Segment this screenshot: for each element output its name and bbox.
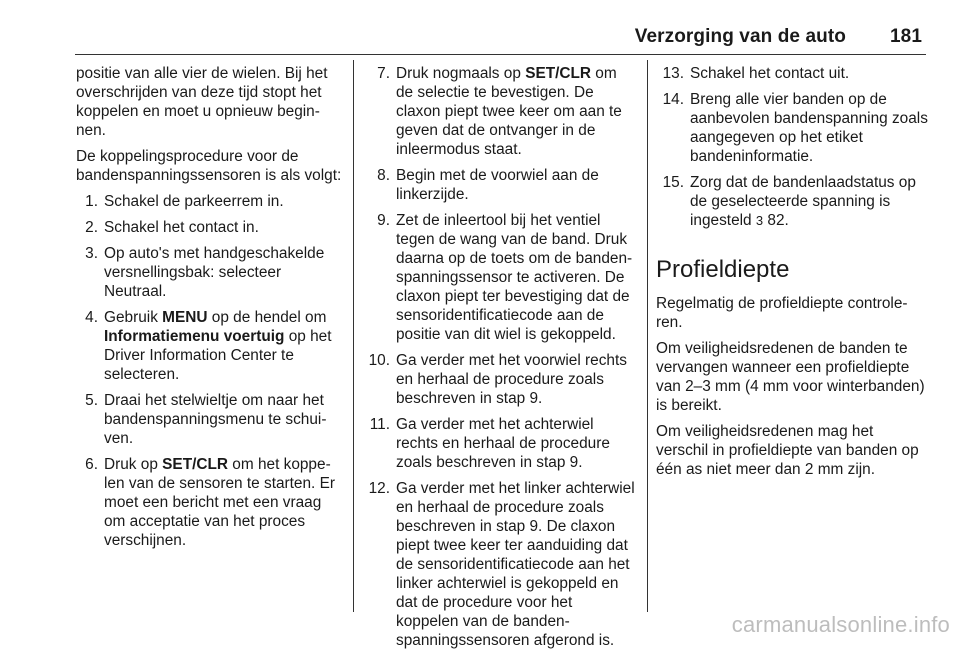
control-label: MENU [162,309,208,326]
steps-list [76,192,344,550]
list-item [656,64,928,83]
list-item [362,415,636,472]
list-item [362,211,636,344]
list-item [656,90,928,166]
step-number: 11. [369,416,390,433]
list-item [362,351,636,408]
step-text: Schakel het contact uit. [690,65,850,82]
column-divider-2 [647,60,648,612]
page-header [0,26,922,48]
step-number: 2. [85,219,98,236]
step-number: 7. [377,65,390,82]
steps-list [362,64,636,650]
step-number: 3. [85,245,98,262]
page-reference[interactable]: 82. [763,212,789,229]
list-item [362,166,636,204]
step-text: Schakel het contact in. [104,219,259,236]
step-text: Ga verder met het linker achterwiel en herhaal de procedure zoals beschreven in stap 9. De claxon piept twee keer ter aanduiding dat de sensoridentificatiecode aan het linker achterwiel is gekoppeld en dat de procedure voor het koppelen van de bandenspanningssensoren afgerond is. [396,480,635,649]
step-number: 12. [368,480,390,497]
step-text: Druk nogmaals op SET/CLR om de selectie te bevestigen. De claxon piept twee keer om aan te geven dat de ontvanger in de inleermodus staat. [396,65,622,158]
step-number: 13. [662,65,684,82]
step-number: 6. [85,456,98,473]
column-3 [656,64,928,486]
step-text: Ga verder met het voorwiel rechts en herhaal de procedure zoals beschreven in stap 9. [396,352,627,407]
step-number: 1. [85,193,98,210]
column-1 [76,64,344,557]
list-item [76,391,344,448]
step-number: 15. [662,174,684,191]
list-item [76,244,344,301]
step-number: 4. [85,309,98,326]
step-text: Zet de inleertool bij het ventiel tegen de wang van de band. Druk daarna op de toets om de bandenspanningssensor te activeren. De claxon piept ter bevestiging dat de sensoridentificatiecode aan de positie van dit wiel is gekoppeld. [396,212,633,343]
running-title: Verzorging van de auto [634,26,846,47]
list-item [362,479,636,650]
step-text: Draai het stelwieltje om naar het bandenspanningsmenu te schuiven. [104,392,327,447]
list-item [76,218,344,237]
paragraph: Regelmatig de profieldiepte controleren. [656,295,908,331]
step-number: 8. [377,167,390,184]
steps-list [656,64,928,230]
paragraph: De koppelingsprocedure voor de bandenspanningssensoren is als volgt: [76,148,342,184]
list-item [656,173,928,230]
step-text: Breng alle vier banden op de aanbevolen bandenspanning zoals aangegeven op het etiket bandeninformatie. [690,91,928,165]
step-text: Begin met de voorwiel aan de linkerzijde. [396,167,599,203]
control-label: SET/CLR [162,456,229,473]
list-item [76,308,344,384]
paragraph: positie van alle vier de wielen. Bij het overschrijden van deze tijd stopt het koppelen en moet u opnieuw beginnen. [76,65,328,139]
step-number: 5. [85,392,98,409]
control-label: SET/CLR [525,65,592,82]
header-rule [75,54,926,55]
watermark: carmanualsonline.info [731,612,950,637]
step-text: Gebruik MENU op de hendel om Informatiemenu voertuig op het Driver Information Center te selecteren. [104,309,332,383]
step-number: 14. [662,91,684,108]
list-item [362,64,636,159]
list-item [76,455,344,550]
step-text: Druk op SET/CLR om het koppelen van de sensoren te starten. Er moet een bericht met een vraag om acceptatie van het proces verschijnen. [104,456,335,549]
paragraph: Om veiligheidsredenen de banden te vervangen wanneer een profieldiepte van 2–3 mm (4 mm voor winterbanden) is bereikt. [656,340,925,414]
step-number: 10. [368,352,390,369]
paragraph: Om veiligheidsredenen mag het verschil in profieldiepte van banden op één as niet meer dan 2 mm zijn. [656,423,919,478]
step-text: Schakel de parkeerrem in. [104,193,284,210]
list-item [76,192,344,211]
step-text: Op auto's met handgeschakelde versnellingsbak: selecteer Neutraal. [104,245,325,300]
column-2 [362,64,636,657]
step-number: 9. [377,212,390,229]
step-text: Ga verder met het achterwiel rechts en herhaal de procedure zoals beschreven in stap 9. [396,416,610,471]
column-divider-1 [353,60,354,612]
step-text: Zorg dat de bandenlaadstatus op de geselecteerde spanning is ingesteld 3 82. [690,174,916,229]
page-number: 181 [889,26,922,47]
cross-reference-arrow-icon[interactable]: 3 [755,213,764,228]
section-heading: Profieldiepte [656,256,790,283]
menu-label: Informatiemenu voertuig [104,328,285,345]
